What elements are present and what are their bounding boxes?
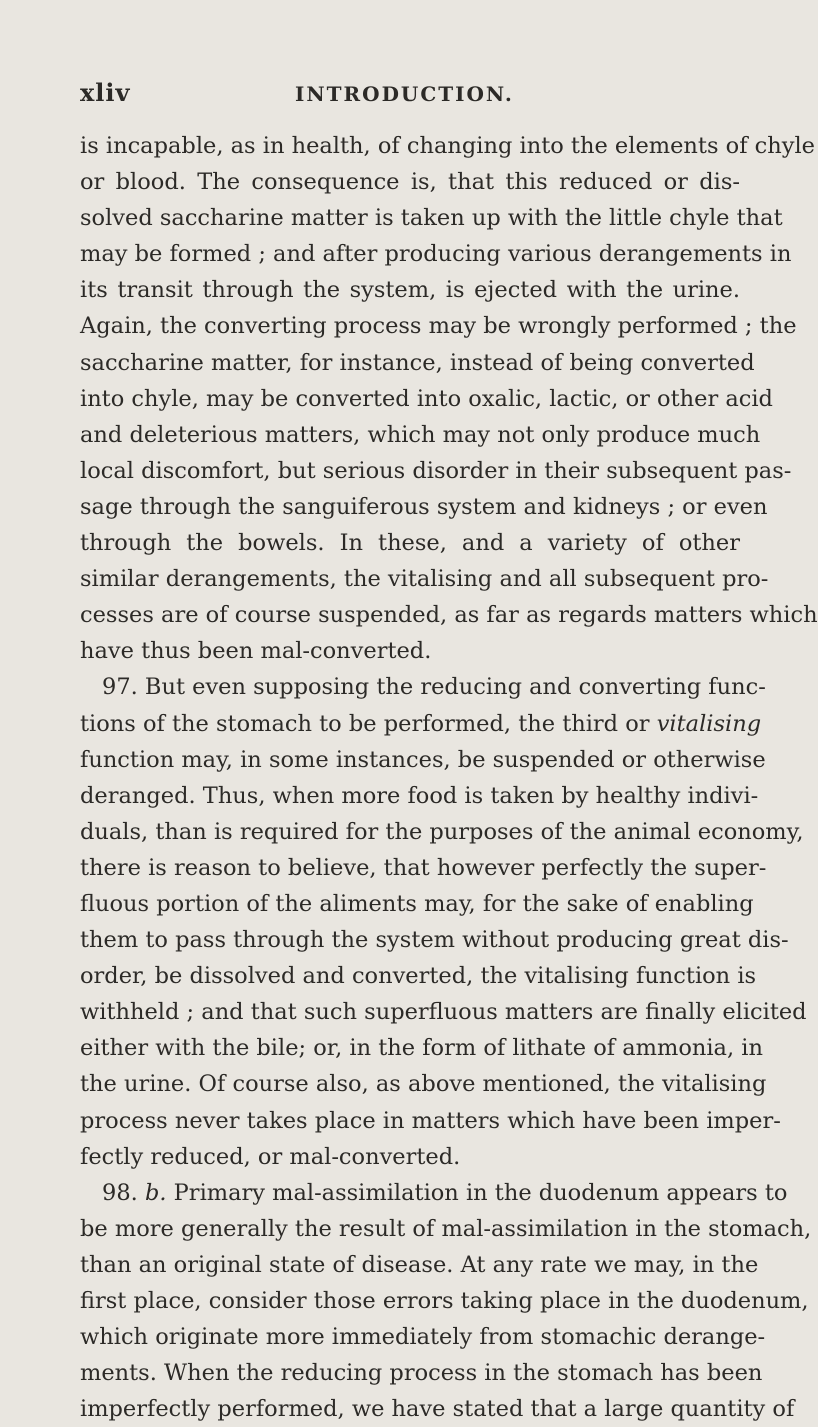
- text-line: [80, 1175, 788, 1211]
- text-line: fluous portion of the aliments may, for the sake of enabling: [80, 890, 754, 917]
- text-line: function may, in some instances, be suspended or otherwise: [80, 746, 766, 773]
- text-line: or blood. The consequence is, that this reduced or dis-: [80, 169, 740, 196]
- text-line: imperfectly performed, we have stated that a large quantity of: [80, 1396, 795, 1423]
- text-line: duals, than is required for the purposes of the animal economy,: [80, 818, 804, 845]
- text-line: cesses are of course suspended, as far as regards matters which: [80, 602, 818, 629]
- text-line: local discomfort, but serious disorder in their subsequent pas-: [80, 457, 792, 484]
- text-line: fectly reduced, or mal-converted.: [80, 1143, 461, 1170]
- text-line: its transit through the system, is ejected with the urine.: [80, 277, 740, 304]
- text-line: solved saccharine matter is taken up with the little chyle that: [80, 205, 783, 232]
- page-number: xliv: [80, 78, 131, 107]
- text-line: and deleterious matters, which may not only produce much: [80, 421, 761, 448]
- running-title: INTRODUCTION.: [295, 82, 514, 106]
- text-line: withheld ; and that such superfluous matters are finally elicited: [80, 999, 807, 1026]
- text-line: either with the bile; or, in the form of lithate of ammonia, in: [80, 1035, 763, 1062]
- text-line: through the bowels. In these, and a variety of other: [80, 530, 740, 557]
- text-fragment: tions of the stomach to be performed, the third or: [80, 710, 650, 737]
- text-line: [80, 706, 762, 742]
- text-line: similar derangements, the vitalising and all subsequent pro-: [80, 566, 769, 593]
- text-line: sage through the sanguiferous system and kidneys ; or even: [80, 493, 768, 520]
- running-head: [80, 78, 730, 108]
- text-line: Again, the converting process may be wrongly performed ; the: [80, 313, 797, 340]
- text-line: be more generally the result of mal-assimilation in the stomach,: [80, 1215, 812, 1242]
- text-line: may be formed ; and after producing various derangements in: [80, 241, 792, 268]
- text-line: process never takes place in matters which have been imper-: [80, 1107, 781, 1134]
- text-line: first place, consider those errors taking place in the duodenum,: [80, 1288, 809, 1314]
- text-line: have thus been mal-converted.: [80, 638, 432, 665]
- text-line: deranged. Thus, when more food is taken by healthy indivi-: [80, 782, 759, 809]
- text-line: them to pass through the system without producing great dis-: [80, 927, 789, 954]
- text-line: order, be dissolved and converted, the vitalising function is: [80, 963, 757, 990]
- text-fragment: Primary mal-assimilation in the duodenum appears to: [173, 1179, 788, 1206]
- text-line: is incapable, as in health, of changing into the elements of chyle: [80, 133, 815, 159]
- body-text: [80, 128, 818, 1427]
- text-line: than an original state of disease. At any rate we may, in the: [80, 1251, 759, 1278]
- text-line: which originate more immediately from stomachic derange-: [80, 1324, 766, 1351]
- text-line: saccharine matter, for instance, instead of being converted: [80, 349, 755, 376]
- text-line: into chyle, may be converted into oxalic, lactic, or other acid: [80, 385, 773, 412]
- text-line: there is reason to believe, that however perfectly the super-: [80, 854, 767, 881]
- paragraph-number: 98.: [102, 1179, 138, 1206]
- text-line: ments. When the reducing process in the stomach has been: [80, 1360, 763, 1387]
- italic-letter: b.: [144, 1179, 167, 1206]
- italic-term: vitalising: [656, 710, 762, 737]
- text-line: 97. But even supposing the reducing and converting func-: [102, 674, 766, 701]
- text-line: the urine. Of course also, as above mentioned, the vitalising: [80, 1071, 767, 1098]
